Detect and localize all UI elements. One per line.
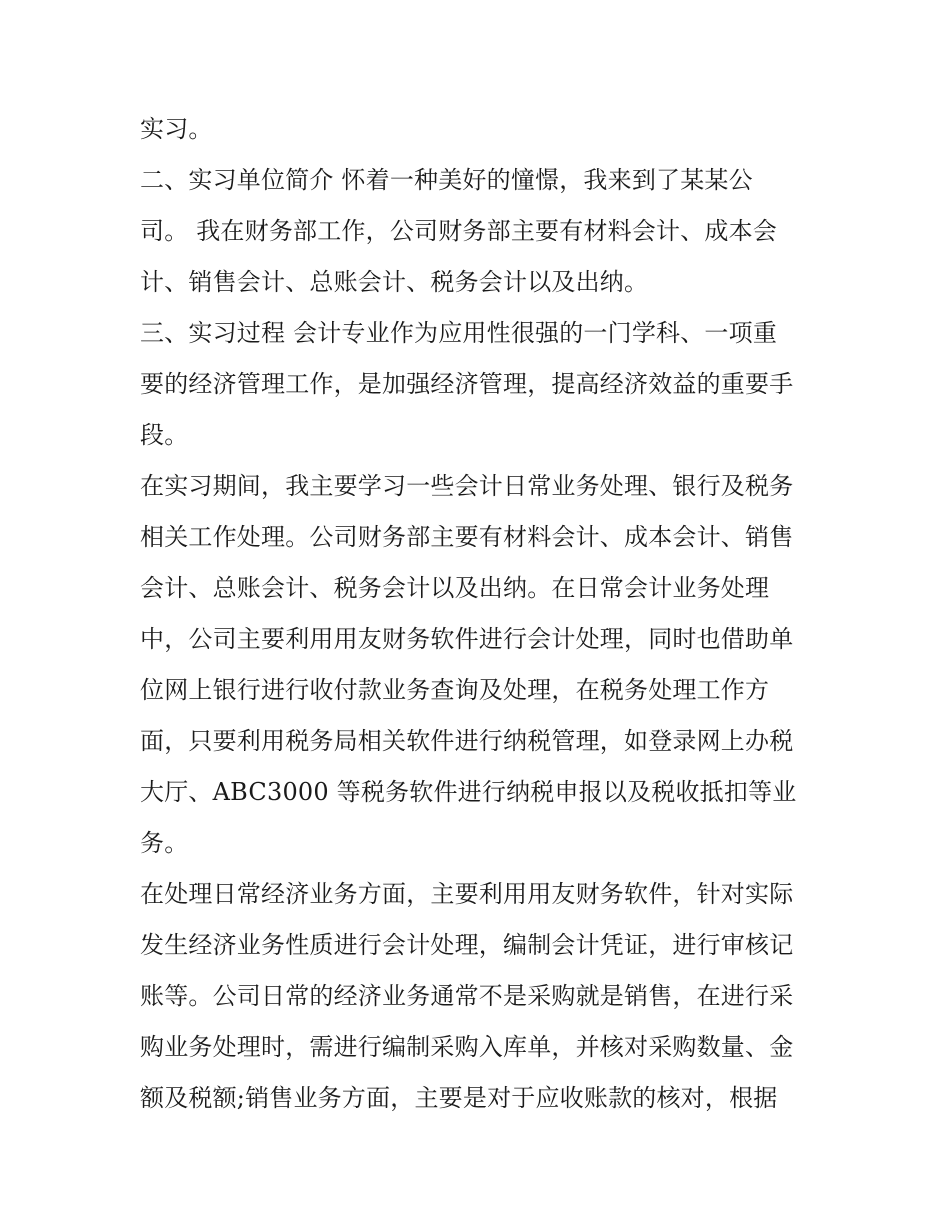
text-line: 二、实习单位简介 怀着一种美好的憧憬，我来到了某某公 — [140, 166, 753, 194]
text-line: 实习。 — [140, 115, 213, 143]
text-line: 额及税额;销售业务方面，主要是对于应收账款的核对，根据 — [140, 1084, 778, 1112]
text-line: 相关工作处理。公司财务部主要有材料会计、成本会计、销售 — [140, 523, 794, 551]
text-line: 计、销售会计、总账会计、税务会计以及出纳。 — [140, 268, 649, 296]
text-line: 务。 — [140, 829, 189, 857]
text-line: 三、实习过程 会计专业作为应用性很强的一门学科、一项重 — [140, 319, 778, 347]
text-line: 购业务处理时，需进行编制采购入库单，并核对采购数量、金 — [140, 1033, 794, 1061]
text-line: 位网上银行进行收付款业务查询及处理，在税务处理工作方 — [140, 676, 770, 704]
text-line: 在实习期间，我主要学习一些会计日常业务处理、银行及税务 — [140, 472, 794, 500]
text-line: 发生经济业务性质进行会计处理，编制会计凭证，进行审核记 — [140, 931, 794, 959]
text-line: 段。 — [140, 421, 189, 449]
text-line: 大厅、ABC3000 等税务软件进行纳税申报以及税收抵扣等业 — [140, 778, 797, 806]
text-line: 面，只要利用税务局相关软件进行纳税管理，如登录网上办税 — [140, 727, 794, 755]
text-line: 在处理日常经济业务方面，主要利用用友财务软件，针对实际 — [140, 880, 794, 908]
text-line: 要的经济管理工作，是加强经济管理，提高经济效益的重要手 — [140, 370, 794, 398]
document-body — [140, 104, 820, 1124]
text-line: 会计、总账会计、税务会计以及出纳。在日常会计业务处理 — [140, 574, 770, 602]
text-line: 中，公司主要利用用友财务软件进行会计处理，同时也借助单 — [140, 625, 794, 653]
text-line: 司。 我在财务部工作，公司财务部主要有材料会计、成本会 — [140, 217, 778, 245]
text-line: 账等。公司日常的经济业务通常不是采购就是销售，在进行采 — [140, 982, 794, 1010]
